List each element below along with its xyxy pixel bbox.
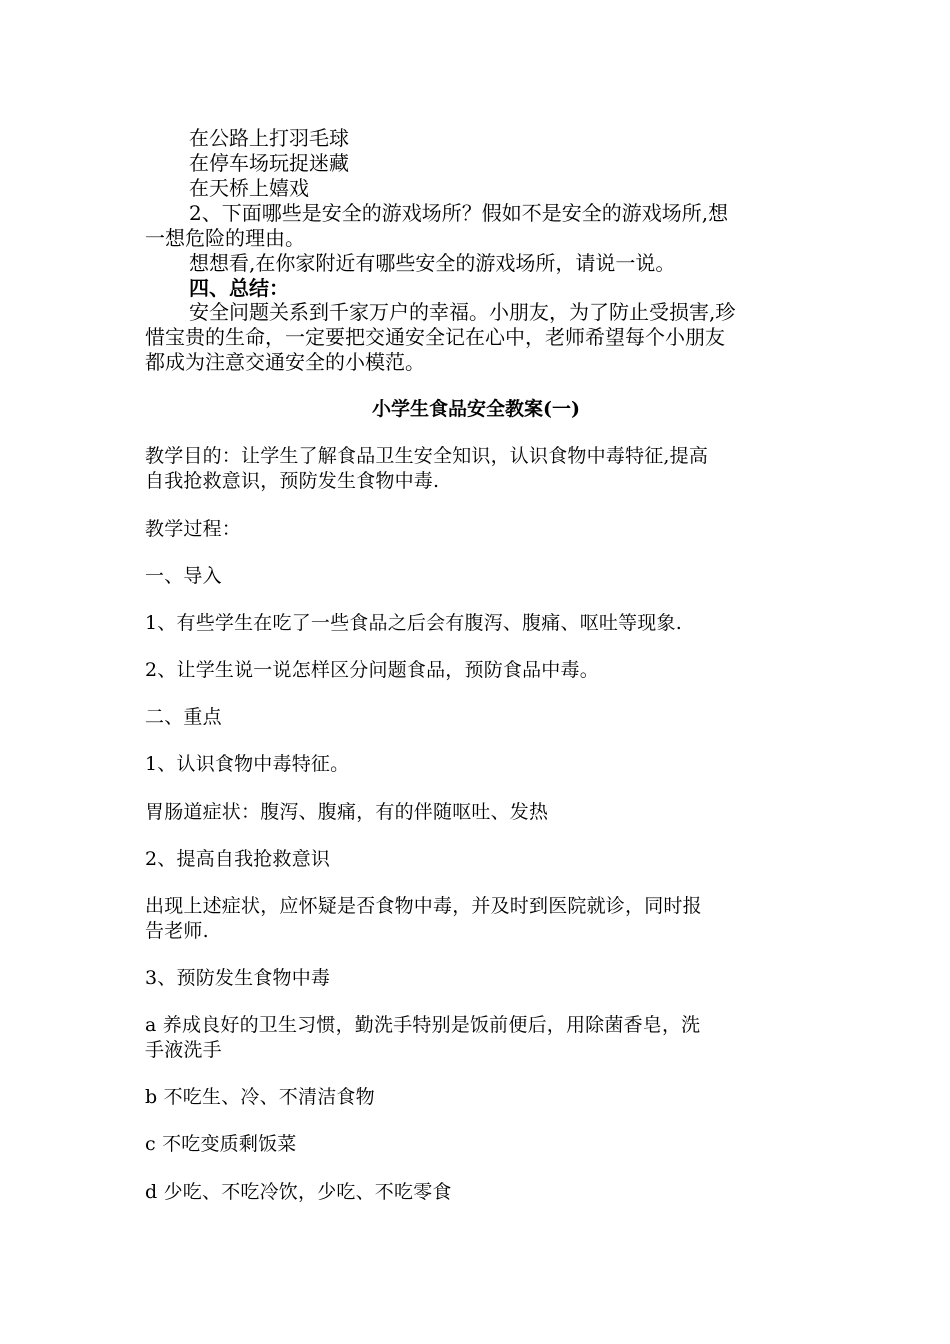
think-prompt: 想想看,在你家附近有哪些安全的游戏场所，请说一说。: [189, 251, 676, 275]
prevention-item-b: b 不吃生、冷、不清洁食物: [145, 1086, 375, 1108]
prevention-item-d: d 少吃、不吃冷饮，少吃、不吃零食: [145, 1181, 452, 1203]
key-point-2-detail-line1: 出现上述症状，应怀疑是否食物中毒，并及时到医院就诊，同时报: [145, 895, 702, 917]
key-point-1: 1、认识食物中毒特征。: [145, 753, 350, 775]
key-point-3: 3、预防发生食物中毒: [145, 967, 331, 989]
list-item: 在公路上打羽毛球: [189, 126, 349, 150]
question-2-line2: 一想危险的理由。: [145, 226, 305, 250]
prevention-item-a-line1: a 养成良好的卫生习惯，勤洗手特别是饭前便后，用除菌香皂，洗: [145, 1014, 701, 1036]
intro-heading: 一、导入: [145, 565, 222, 587]
summary-paragraph-line2: 惜宝贵的生命，一定要把交通安全记在心中，老师希望每个小朋友: [145, 325, 725, 349]
key-points-heading: 二、重点: [145, 706, 222, 728]
list-item: 在天桥上嬉戏: [189, 176, 309, 200]
prevention-item-a-line2: 手液洗手: [145, 1039, 222, 1061]
intro-item-2: 2、让学生说一说怎样区分问题食品，预防食品中毒。: [145, 659, 599, 681]
process-heading: 教学过程：: [145, 518, 242, 540]
list-item: 在停车场玩捉迷藏: [189, 151, 349, 175]
question-2-line1: 2、下面哪些是安全的游戏场所？假如不是安全的游戏场所,想: [189, 201, 729, 225]
intro-item-1: 1、有些学生在吃了一些食品之后会有腹泻、腹痛、呕吐等现象.: [145, 612, 682, 634]
lesson-title: 小学生食品安全教案(一): [372, 398, 580, 420]
prevention-item-c: c 不吃变质剩饭菜: [145, 1133, 297, 1155]
objective-line2: 自我抢救意识，预防发生食物中毒.: [145, 470, 440, 492]
key-point-1-detail: 胃肠道症状：腹泻、腹痛，有的伴随呕吐、发热: [145, 801, 549, 823]
objective-line1: 教学目的：让学生了解食品卫生安全知识，认识食物中毒特征,提高: [145, 445, 709, 467]
summary-paragraph-line1: 安全问题关系到千家万户的幸福。小朋友，为了防止受损害,珍: [189, 300, 736, 324]
key-point-2-detail-line2: 告老师.: [145, 920, 209, 942]
summary-heading: 四、总结：: [189, 276, 289, 300]
summary-paragraph-line3: 都成为注意交通安全的小模范。: [145, 350, 425, 374]
key-point-2: 2、提高自我抢救意识: [145, 848, 331, 870]
